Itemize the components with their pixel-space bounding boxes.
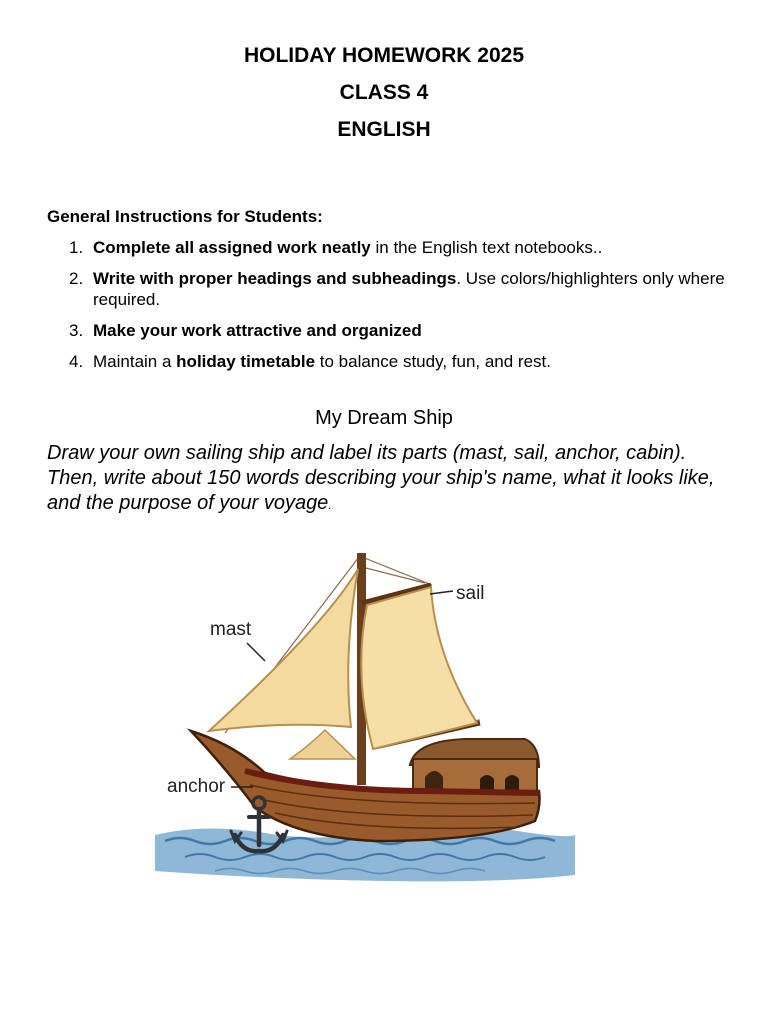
instruction-number: 1. — [69, 238, 84, 257]
instruction-number: 2. — [69, 269, 84, 288]
small-sail — [290, 730, 355, 759]
activity-title: My Dream Ship — [315, 407, 453, 429]
activity-task — [47, 441, 737, 518]
mast-label: mast — [210, 619, 252, 640]
instruction-item — [47, 268, 727, 310]
instructions-list — [47, 237, 727, 382]
instruction-number: 3. — [69, 321, 84, 340]
instruction-bold: Make your work attractive and organized — [93, 321, 422, 340]
subject-title: ENGLISH — [337, 118, 431, 141]
instruction-item — [47, 351, 727, 372]
sail-label: sail — [456, 583, 485, 604]
instruction-bold: holiday timetable — [176, 352, 316, 371]
instruction-item — [47, 237, 727, 258]
instruction-text-pre: Maintain a — [93, 352, 177, 371]
instruction-item — [47, 320, 727, 341]
instruction-bold: Write with proper headings and subheadings — [93, 269, 457, 288]
instruction-text: to balance study, fun, and rest. — [315, 352, 551, 371]
instructions-heading: General Instructions for Students: — [47, 207, 323, 226]
anchor-label: anchor — [167, 776, 226, 797]
instruction-number: 4. — [69, 352, 84, 371]
front-sail — [209, 569, 358, 731]
main-sail — [361, 587, 477, 749]
activity-task-period: . — [328, 498, 332, 512]
ship-illustration — [125, 545, 615, 890]
cabin-window — [480, 775, 494, 791]
cabin-window — [505, 775, 519, 791]
class-title: CLASS 4 — [339, 81, 429, 104]
instruction-bold: Complete all assigned work neatly — [93, 238, 371, 257]
activity-task-text: Draw your own sailing ship and label its parts (mast, sail, anchor, cabin). Then, write about 150 words describing your ship's name, what it looks like, and the purpose of your voyage — [47, 442, 715, 514]
instruction-text: . Use colors/highlighters only where required. — [93, 269, 725, 309]
homework-title: HOLIDAY HOMEWORK 2025 — [243, 44, 525, 67]
instruction-text: in the English text notebooks.. — [370, 238, 603, 257]
